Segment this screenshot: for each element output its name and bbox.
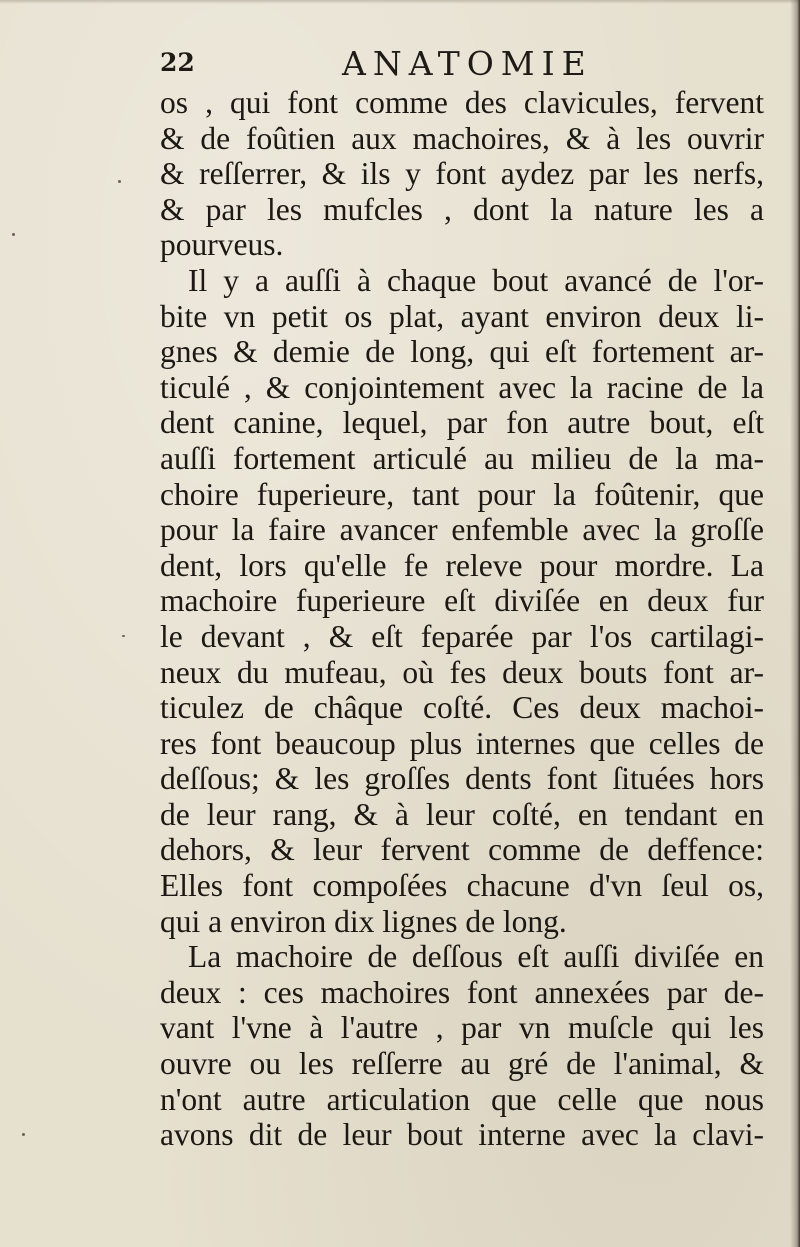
text-line: le devant , & eſt feparée par l'os cartilagi-	[160, 618, 764, 654]
text-line: qui a environ dix lignes de long.	[160, 903, 567, 939]
text-line: res font beaucoup plus internes que celles de	[160, 725, 764, 761]
text-line: bite vn petit os plat, ayant environ deux li-	[160, 298, 764, 334]
paper-speck	[12, 233, 15, 236]
text-line: machoire fuperieure eſt diviſée en deux fur	[160, 583, 764, 619]
text-line: vant l'vne à l'autre , par vn muſcle qui les	[160, 1010, 764, 1046]
page-header	[160, 44, 760, 90]
page-top-shadow	[0, 0, 800, 4]
text-line: Elles font compoſées chacune d'vn ſeul os,	[160, 868, 764, 904]
text-line: n'ont autre articulation que celle que nous	[160, 1081, 764, 1117]
text-line: dent, lors qu'elle fe releve pour mordre. La	[160, 547, 764, 583]
body-text	[160, 85, 764, 1153]
text-line: dent canine, lequel, par fon autre bout, eſt	[160, 405, 764, 441]
text-line: ouvre ou les reſſerre au gré de l'animal, &	[160, 1046, 764, 1082]
text-line: choire fuperieure, tant pour la foûtenir, que	[160, 476, 764, 512]
text-line: os , qui font comme des clavicules, fervent	[160, 85, 764, 120]
text-line: Il y a auſſi à chaque bout avancé de l'or-	[188, 262, 764, 298]
text-line: & par les mufcles , dont la nature les a	[160, 191, 764, 227]
text-line: avons dit de leur bout interne avec la clavi-	[160, 1117, 764, 1153]
text-line: de leur rang, & à leur coſté, en tendant en	[160, 796, 764, 832]
text-line: neux du mufeau, où fes deux bouts font ar-	[160, 654, 764, 690]
text-line: & reſſerrer, & ils y font aydez par les nerfs,	[160, 156, 764, 192]
text-line: & de foûtien aux machoires, & à les ouvrir	[160, 120, 764, 156]
text-line: dehors, & leur fervent comme de deffence:	[160, 832, 764, 868]
paper-speck	[22, 1133, 25, 1136]
text-line: pourveus.	[160, 227, 284, 263]
text-line: auſſi fortement articulé au milieu de la ma-	[160, 440, 764, 476]
page-number: 22	[160, 48, 195, 77]
page-gutter-edge	[790, 0, 800, 1247]
running-head: ANATOMIE	[342, 44, 593, 83]
text-line: gnes & demie de long, qui eſt fortement ar-	[160, 334, 764, 370]
text-line: deux : ces machoires font annexées par de-	[160, 974, 764, 1010]
paper-speck	[122, 635, 125, 637]
text-line: deſſous; & les groſſes dents font ſituées hors	[160, 761, 764, 797]
text-line: ticulé , & conjointement avec la racine de la	[160, 369, 764, 405]
text-line: La machoire de deſſous eſt auſſi diviſée en	[188, 939, 764, 975]
text-line: pour la faire avancer enfemble avec la groſſe	[160, 512, 764, 548]
paper-speck	[118, 180, 121, 183]
text-line: ticulez de châque coſté. Ces deux machoi-	[160, 690, 764, 726]
